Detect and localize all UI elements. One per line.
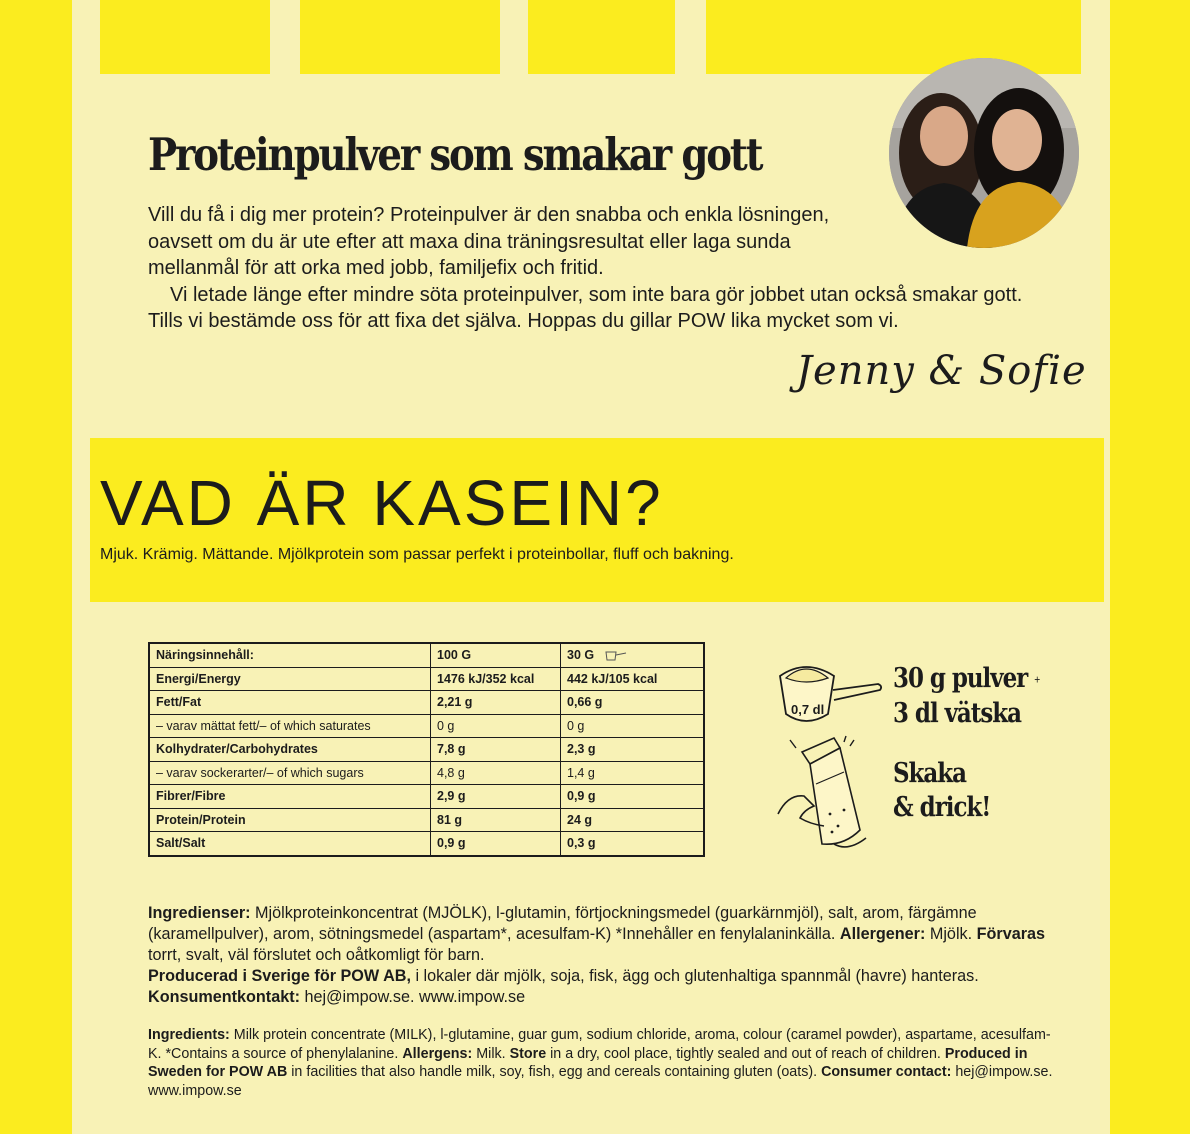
contact-sv-label: Konsumentkontakt:	[148, 988, 300, 1006]
right-yellow-stripe	[1110, 0, 1190, 1134]
top-yellow-tab	[528, 0, 675, 74]
shake-line-2: & drick!	[893, 792, 991, 823]
nutrient-per100: 0 g	[431, 714, 561, 738]
ingredients-sv-text: Mjölkproteinkoncentrat (MJÖLK), l-glutamin, förtjockningsmedel (guarkärnmjöl), salt, arom, färgämne (karamellpulver), arom, sötningsmedel (aspartam*, acesulfam-K) *Innehåller en fenylalaninkälla.	[148, 904, 977, 943]
nutrition-header-30g	[561, 643, 705, 667]
storage-sv-label: Förvaras	[976, 925, 1046, 943]
serving-line-1	[893, 662, 1039, 697]
kasein-subtitle: Mjuk. Krämig. Mättande. Mjölkprotein som passar perfekt i proteinbollar, fluff och bakning.	[100, 546, 734, 563]
nutrient-per30: 442 kJ/105 kcal	[561, 667, 705, 691]
producer-sv-text: i lokaler där mjölk, soja, fisk, ägg och glutenhaltiga spannmål (havre) hanteras.	[410, 967, 979, 985]
nutrient-label: Protein/Protein	[149, 808, 431, 832]
nutrient-per100: 1476 kJ/352 kcal	[431, 667, 561, 691]
serving-plus: +	[1034, 672, 1040, 687]
intro-title: Proteinpulver som smakar gott	[148, 128, 762, 181]
table-row	[149, 761, 704, 785]
shake-instruction	[893, 757, 990, 825]
top-yellow-tab	[706, 0, 1081, 74]
serving-instruction	[893, 662, 1039, 731]
nutrient-label: Fett/Fat	[149, 691, 431, 715]
intro-paragraph-2: Vi letade länge efter mindre söta proteinpulver, som inte bara gör jobbet utan också smakar gott. Tills vi bestämde oss för att fixa det själva. Hoppas du gillar POW lika mycket som vi.	[148, 283, 1023, 332]
nutrient-label: – varav sockerarter/– of which sugars	[149, 761, 431, 785]
scoop-icon	[604, 650, 628, 662]
allergens-en-text: Milk.	[472, 1045, 510, 1062]
nutrition-header-row	[149, 643, 704, 667]
table-row	[149, 714, 704, 738]
nutrition-header-100g: 100 G	[431, 643, 561, 667]
producer-en-label: Produced in Sweden for POW AB	[148, 1045, 1028, 1080]
allergens-en-label: Allergens:	[402, 1045, 473, 1062]
table-row	[149, 785, 704, 809]
nutrition-header-30g-label: 30 G	[567, 648, 595, 663]
nutrient-per30: 24 g	[561, 808, 705, 832]
top-yellow-tab	[300, 0, 500, 74]
producer-en-text: in facilities that also handle milk, soy, fish, egg and cereals containing gluten (oats).	[287, 1064, 822, 1080]
serving-line-2: 3 dl vätska	[893, 697, 1022, 729]
allergens-sv-text: Mjölk.	[925, 925, 977, 943]
ingredients-sv-label: Ingredienser:	[148, 904, 251, 922]
scoop-volume-label: 0,7 dl	[791, 702, 825, 717]
top-yellow-tab	[100, 0, 270, 74]
nutrient-per100: 4,8 g	[431, 761, 561, 785]
table-row	[149, 667, 704, 691]
signature: Jenny & Sofie	[796, 348, 1087, 394]
nutrient-per30: 1,4 g	[561, 761, 705, 785]
producer-sv-label: Producerad i Sverige för POW AB,	[148, 967, 411, 985]
allergens-sv-label: Allergener:	[839, 925, 926, 943]
serving-powder: 30 g pulver	[893, 663, 1028, 694]
contact-en-text: hej@impow.se. www.impow.se	[148, 1064, 1053, 1099]
nutrient-per30: 0,66 g	[561, 691, 705, 715]
nutrient-label: Fibrer/Fibre	[149, 785, 431, 809]
left-yellow-stripe	[0, 0, 72, 1134]
shake-line-1: Skaka	[893, 758, 967, 789]
scoop-illustration	[776, 656, 886, 728]
storage-sv-text: torrt, svalt, väl förslutet och oåtkomligt för barn.	[148, 946, 485, 964]
nutrient-per30: 0,9 g	[561, 785, 705, 809]
storage-en-text: in a dry, cool place, tightly sealed and out of reach of children.	[546, 1045, 945, 1062]
founders-photo	[889, 58, 1079, 248]
table-row	[149, 738, 704, 762]
ingredients-en-text: Milk protein concentrate (MILK), l-glutamine, guar gum, sodium chloride, aroma, colour (caramel powder), aspartame, acesulfam-K. *Contains a source of phenylalanine.	[148, 1027, 1051, 1062]
intro-paragraph-1: Vill du få i dig mer protein? Proteinpulver är den snabba och enkla lösningen, oavsett om du är ute efter att maxa dina träningsresultat eller laga sunda mellanmål för att orka med jobb, familjefix och fritid.	[148, 204, 830, 279]
nutrient-label: Energi/Energy	[149, 667, 431, 691]
ingredients-en-label: Ingredients:	[148, 1027, 230, 1043]
nutrient-per100: 2,21 g	[431, 691, 561, 715]
nutrition-table	[148, 642, 705, 857]
table-row	[149, 832, 704, 856]
nutrient-label: – varav mättat fett/– of which saturates	[149, 714, 431, 738]
founders-photo-image	[889, 58, 1079, 248]
ingredients-english	[148, 1026, 1053, 1100]
nutrient-per30: 0 g	[561, 714, 705, 738]
table-row	[149, 691, 704, 715]
nutrient-label: Salt/Salt	[149, 832, 431, 856]
nutrition-header-label: Näringsinnehåll:	[149, 643, 431, 667]
contact-en-label: Consumer contact:	[821, 1064, 952, 1080]
ingredients-swedish	[148, 903, 1053, 1008]
nutrient-per100: 2,9 g	[431, 785, 561, 809]
nutrient-per30: 0,3 g	[561, 832, 705, 856]
nutrient-per100: 0,9 g	[431, 832, 561, 856]
nutrient-per100: 81 g	[431, 808, 561, 832]
storage-en-label: Store	[509, 1045, 547, 1062]
shaker-illustration	[774, 734, 870, 858]
contact-sv-text: hej@impow.se. www.impow.se	[300, 988, 526, 1006]
nutrient-per30: 2,3 g	[561, 738, 705, 762]
nutrient-per100: 7,8 g	[431, 738, 561, 762]
nutrient-label: Kolhydrater/Carbohydrates	[149, 738, 431, 762]
top-cream-gap	[1081, 0, 1110, 74]
kasein-heading: VAD ÄR KASEIN?	[100, 467, 664, 539]
intro-text	[148, 202, 1028, 335]
table-row	[149, 808, 704, 832]
